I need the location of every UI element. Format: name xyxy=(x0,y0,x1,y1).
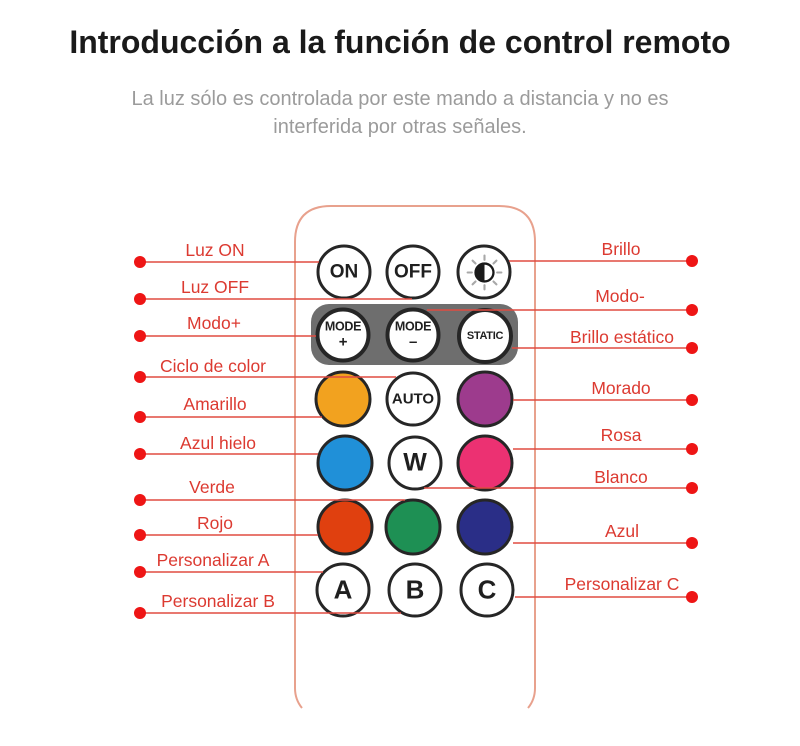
button-auto: AUTO xyxy=(386,372,441,427)
label-azul: Azul xyxy=(604,521,640,541)
label-luz-off: Luz OFF xyxy=(180,277,250,297)
label-personalizar-c: Personalizar C xyxy=(564,574,680,594)
label-blanco: Blanco xyxy=(594,467,648,487)
label-brillo-estatico: Brillo estático xyxy=(569,327,675,347)
button-custom-c: C xyxy=(460,563,515,618)
button-green xyxy=(385,499,442,556)
subtitle-line2: interferida por otras señales. xyxy=(273,116,527,138)
label-ciclo-de-color: Ciclo de color xyxy=(159,356,267,376)
button-blue xyxy=(457,499,514,556)
button-on: ON xyxy=(317,245,372,300)
label-verde: Verde xyxy=(189,477,235,497)
label-morado: Morado xyxy=(591,378,651,398)
label-azul-hielo: Azul hielo xyxy=(180,433,256,453)
label-luz-on: Luz ON xyxy=(185,240,245,260)
button-red xyxy=(317,499,374,556)
button-mode-minus xyxy=(386,308,441,363)
label-rojo: Rojo xyxy=(197,513,233,533)
button-pink xyxy=(457,435,514,492)
label-personalizar-a: Personalizar A xyxy=(156,550,270,570)
button-custom-a: A xyxy=(316,563,371,618)
button-ice-blue xyxy=(317,435,374,492)
button-yellow xyxy=(315,371,372,428)
page-title: Introducción a la función de control remoto xyxy=(69,24,731,60)
button-static: STATIC xyxy=(457,308,513,364)
label-modo-plus: Modo+ xyxy=(187,313,241,333)
subtitle-line1: La luz sólo es controlada por este mando a distancia y no es xyxy=(131,88,669,110)
brightness-icon xyxy=(465,253,503,291)
mode-minus-text: MODE xyxy=(394,319,432,334)
mode-plus-sign: + xyxy=(338,333,348,351)
label-brillo: Brillo xyxy=(601,239,641,259)
button-purple xyxy=(457,371,514,428)
mode-minus-sign: – xyxy=(408,333,418,351)
button-off: OFF xyxy=(386,245,441,300)
label-modo-minus: Modo- xyxy=(595,286,645,306)
button-mode-plus xyxy=(316,308,371,363)
label-personalizar-b: Personalizar B xyxy=(161,591,275,611)
label-rosa: Rosa xyxy=(600,425,642,445)
button-white: W xyxy=(388,436,443,491)
mode-plus-text: MODE xyxy=(324,319,362,334)
label-amarillo: Amarillo xyxy=(183,394,247,414)
button-brightness xyxy=(457,245,512,300)
button-custom-b: B xyxy=(388,563,443,618)
